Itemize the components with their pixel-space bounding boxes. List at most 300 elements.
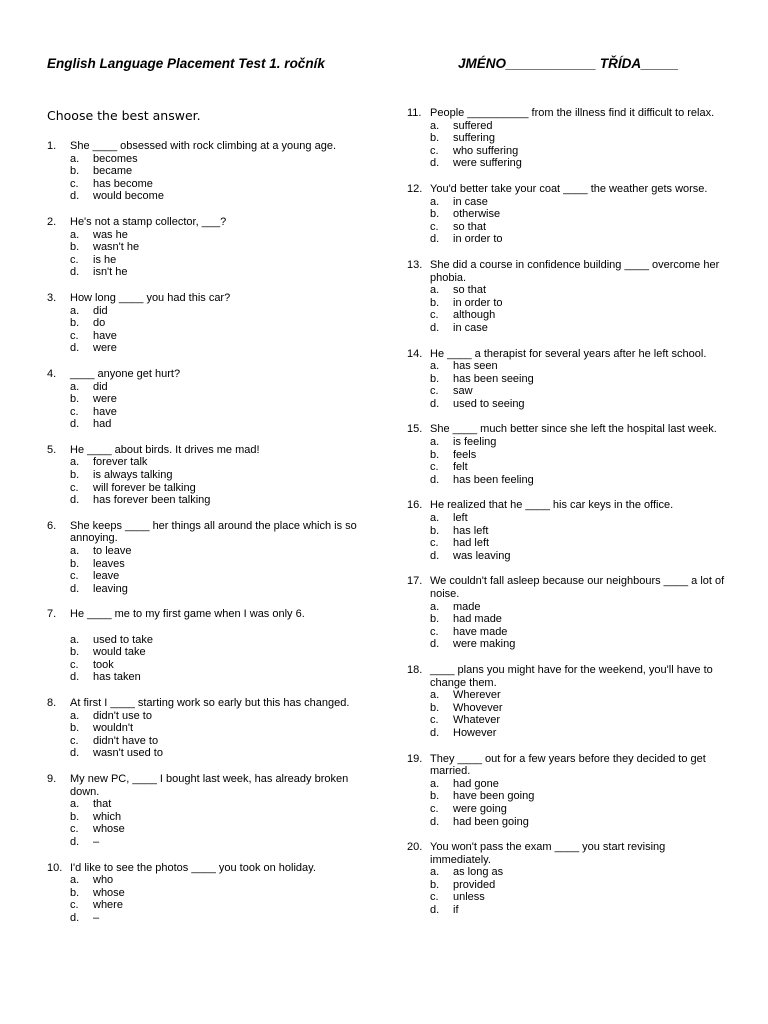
option-text: in order to — [453, 233, 503, 246]
answer-option — [430, 145, 727, 158]
option-text: where — [93, 899, 123, 912]
option-text: so that — [453, 284, 487, 297]
option-text: leaves — [93, 557, 125, 570]
option-letter: c. — [430, 625, 439, 638]
answer-option — [70, 659, 367, 672]
answer-option — [70, 646, 367, 659]
option-letter: a. — [430, 195, 440, 208]
option-letter: a. — [430, 119, 440, 132]
question — [47, 292, 367, 355]
answer-option — [430, 208, 727, 221]
option-letter: c. — [70, 329, 79, 342]
option-text: would take — [93, 646, 146, 659]
question — [47, 140, 367, 203]
answer-option — [70, 570, 367, 583]
answer-option — [70, 798, 367, 811]
option-text: suffered — [453, 119, 493, 132]
answer-option — [70, 418, 367, 431]
answer-option — [70, 406, 367, 419]
question-number: 17. — [407, 575, 423, 588]
question-number: 3. — [47, 291, 57, 304]
answer-option — [70, 558, 367, 571]
answer-option — [70, 874, 367, 887]
question-number: 9. — [47, 772, 57, 785]
question — [407, 499, 727, 562]
option-text: unless — [453, 891, 485, 904]
answer-option — [430, 512, 727, 525]
answer-option — [70, 165, 367, 178]
option-text: have been going — [453, 790, 535, 803]
option-text: wasn't he — [93, 241, 140, 254]
option-text: had made — [453, 613, 502, 626]
question-number: 12. — [407, 182, 423, 195]
option-text: did — [93, 304, 108, 317]
option-text: have — [93, 329, 117, 342]
option-letter: b. — [70, 722, 80, 735]
question — [47, 520, 367, 596]
option-letter: c. — [430, 144, 439, 157]
option-letter: c. — [70, 658, 79, 671]
option-text: have — [93, 405, 117, 418]
option-letter: c. — [70, 481, 79, 494]
question-number: 4. — [47, 367, 57, 380]
option-text: did — [93, 380, 108, 393]
option-text: otherwise — [453, 208, 501, 221]
answer-option — [430, 866, 727, 879]
answer-option — [70, 710, 367, 723]
option-letter: b. — [430, 132, 440, 145]
option-text: used to seeing — [453, 397, 525, 410]
answer-option — [430, 322, 727, 335]
answer-option — [430, 309, 727, 322]
option-letter: a. — [70, 709, 80, 722]
option-text: – — [93, 911, 100, 924]
answer-option — [430, 461, 727, 474]
option-letter: a. — [70, 304, 80, 317]
option-letter: d. — [430, 321, 440, 334]
option-text: will forever be talking — [93, 481, 196, 494]
option-letter: b. — [430, 613, 440, 626]
option-letter: c. — [70, 253, 79, 266]
question-text: He's not a stamp collector, ___? — [70, 215, 227, 228]
option-letter: d. — [70, 747, 80, 760]
option-text: left — [453, 512, 468, 525]
question — [47, 862, 367, 925]
answer-option — [70, 811, 367, 824]
question — [407, 183, 727, 246]
question-number: 1. — [47, 140, 57, 152]
answer-option — [70, 899, 367, 912]
answer-option — [430, 638, 727, 651]
option-letter: b. — [430, 790, 440, 803]
option-letter: a. — [430, 866, 440, 879]
option-text: Whovever — [453, 701, 503, 714]
option-letter: a. — [430, 689, 440, 702]
option-letter: a. — [70, 456, 80, 469]
answer-option — [430, 525, 727, 538]
option-letter: d. — [430, 815, 440, 828]
answer-option — [70, 469, 367, 482]
instruction: Choose the best answer. — [47, 108, 201, 123]
option-text: wouldn't — [93, 722, 134, 735]
option-text: has become — [93, 177, 153, 190]
question-text: People __________ from the illness find it difficult to relax. — [430, 107, 715, 119]
option-letter: c. — [70, 570, 79, 583]
option-text: in case — [453, 321, 488, 334]
question-text: At first I ____ starting work so early but this has changed. — [70, 696, 350, 709]
option-text: saw — [453, 385, 473, 398]
option-text: Wherever — [453, 689, 501, 702]
answer-option — [430, 904, 727, 917]
question-number: 2. — [47, 215, 57, 228]
option-letter: d. — [70, 835, 80, 848]
question-number: 10. — [47, 861, 63, 874]
name-class-fields: JMÉNO____________ TŘÍDA_____ — [458, 56, 679, 71]
option-letter: b. — [430, 208, 440, 221]
answer-option — [70, 836, 367, 849]
answer-option — [430, 221, 727, 234]
question-number: 11. — [407, 107, 422, 119]
question — [47, 773, 367, 849]
question-text: You'd better take your coat ____ the weather gets worse. — [430, 182, 708, 195]
question-text: He realized that he ____ his car keys in the office. — [430, 499, 674, 512]
question — [47, 216, 367, 279]
option-text: isn't he — [93, 266, 128, 279]
option-text: which — [93, 810, 122, 823]
question-text: She keeps ____ her things all around the place which is so annoying. — [70, 519, 357, 545]
option-text: whose — [93, 886, 125, 899]
answer-option — [70, 381, 367, 394]
question — [407, 423, 727, 486]
option-text: took — [93, 658, 114, 671]
option-text: although — [453, 309, 496, 322]
option-text: had — [93, 418, 112, 431]
option-text: is always talking — [93, 469, 173, 482]
answer-option — [70, 330, 367, 343]
option-letter: c. — [70, 177, 79, 190]
answer-option — [70, 912, 367, 925]
option-letter: b. — [70, 165, 80, 178]
option-text: leaving — [93, 582, 128, 595]
question — [407, 107, 727, 170]
answer-option — [70, 229, 367, 242]
option-letter: d. — [430, 638, 440, 651]
answer-option — [70, 671, 367, 684]
answer-option — [70, 887, 367, 900]
question-number: 6. — [47, 519, 57, 532]
option-letter: b. — [70, 317, 80, 330]
option-text: that — [93, 798, 112, 811]
answer-option — [70, 317, 367, 330]
option-letter: a. — [430, 436, 440, 449]
question-number: 14. — [407, 347, 423, 360]
question-text: She ____ much better since she left the hospital last week. — [430, 423, 717, 436]
option-text: provided — [453, 878, 496, 891]
option-text: were making — [453, 638, 516, 651]
answer-option — [430, 360, 727, 373]
answer-option — [70, 545, 367, 558]
question-number: 20. — [407, 841, 423, 854]
question-text: How long ____ you had this car? — [70, 291, 231, 304]
option-letter: a. — [70, 380, 80, 393]
option-letter: c. — [430, 891, 439, 904]
option-text: – — [93, 835, 100, 848]
spacer — [70, 621, 367, 634]
option-letter: a. — [70, 152, 80, 165]
option-text: were — [93, 342, 117, 355]
option-letter: d. — [70, 266, 80, 279]
answer-option — [430, 727, 727, 740]
option-text: became — [93, 165, 133, 178]
question-text: My new PC, ____ I bought last week, has already broken down. — [70, 772, 349, 798]
option-letter: d. — [70, 418, 80, 431]
option-text: who suffering — [453, 144, 519, 157]
left-column — [47, 140, 367, 937]
question-text: She did a course in confidence building ____ overcome her phobia. — [430, 258, 720, 284]
option-text: has been seeing — [453, 372, 534, 385]
answer-option — [430, 790, 727, 803]
question-number: 13. — [407, 258, 423, 271]
answer-option — [430, 284, 727, 297]
answer-option — [70, 722, 367, 735]
question-text: I'd like to see the photos ____ you took on holiday. — [70, 861, 316, 874]
option-letter: d. — [430, 726, 440, 739]
answer-option — [430, 132, 727, 145]
answer-option — [430, 891, 727, 904]
option-text: if — [453, 904, 459, 917]
option-letter: a. — [70, 874, 80, 887]
answer-option — [430, 613, 727, 626]
option-letter: c. — [430, 385, 439, 398]
option-text: would become — [93, 190, 164, 203]
question-text: We couldn't fall asleep because our neighbours ____ a lot of noise. — [430, 575, 725, 600]
option-letter: b. — [430, 524, 440, 537]
option-letter: d. — [430, 473, 440, 486]
question-text: They ____ out for a few years before they decided to get married. — [430, 752, 706, 778]
option-text: has left — [453, 524, 489, 537]
answer-option — [430, 601, 727, 614]
option-text: has forever been talking — [93, 494, 211, 507]
question-text: He ____ about birds. It drives me mad! — [70, 443, 260, 456]
option-text: as long as — [453, 866, 504, 879]
option-text: used to take — [93, 633, 153, 646]
option-letter: a. — [430, 512, 440, 525]
option-text: However — [453, 726, 497, 739]
answer-option — [430, 474, 727, 487]
option-letter: b. — [70, 241, 80, 254]
question — [47, 697, 367, 760]
question-text: She ____ obsessed with rock climbing at a young age. — [70, 140, 336, 152]
answer-option — [70, 583, 367, 596]
question-text: ____ plans you might have for the weekend, you'll have to change them. — [430, 663, 713, 689]
answer-option — [70, 178, 367, 191]
option-letter: c. — [70, 734, 79, 747]
option-text: made — [453, 600, 481, 613]
option-letter: b. — [430, 372, 440, 385]
option-text: to leave — [93, 545, 132, 558]
answer-option — [430, 120, 727, 133]
option-letter: d. — [430, 904, 440, 917]
question-number: 19. — [407, 752, 423, 765]
question-text: You won't pass the exam ____ you start revising immediately. — [430, 841, 666, 866]
option-letter: d. — [430, 233, 440, 246]
option-text: suffering — [453, 132, 495, 145]
option-text: who — [93, 874, 114, 887]
option-letter: a. — [430, 360, 440, 373]
answer-option — [70, 482, 367, 495]
option-letter: c. — [430, 537, 439, 550]
option-text: was he — [93, 228, 128, 241]
option-letter: d. — [70, 911, 80, 924]
option-letter: a. — [70, 228, 80, 241]
option-letter: d. — [70, 342, 80, 355]
option-text: has taken — [93, 671, 141, 684]
option-text: has seen — [453, 360, 498, 373]
question — [407, 753, 727, 829]
option-letter: b. — [70, 646, 80, 659]
answer-option — [430, 449, 727, 462]
option-letter: b. — [70, 886, 80, 899]
option-letter: b. — [70, 557, 80, 570]
option-text: feels — [453, 448, 477, 461]
answer-option — [430, 385, 727, 398]
option-letter: a. — [430, 600, 440, 613]
question — [47, 608, 367, 684]
option-letter: a. — [70, 633, 80, 646]
answer-option — [430, 373, 727, 386]
question — [47, 444, 367, 507]
answer-option — [430, 398, 727, 411]
option-letter: b. — [430, 448, 440, 461]
option-letter: c. — [70, 899, 79, 912]
test-title: English Language Placement Test 1. ročník — [47, 56, 325, 71]
answer-option — [430, 879, 727, 892]
answer-option — [430, 436, 727, 449]
option-text: in case — [453, 195, 488, 208]
option-letter: d. — [430, 549, 440, 562]
question-number: 5. — [47, 443, 57, 456]
answer-option — [70, 393, 367, 406]
answer-option — [430, 157, 727, 170]
option-text: so that — [453, 220, 487, 233]
option-text: were suffering — [453, 157, 522, 170]
option-text: leave — [93, 570, 120, 583]
answer-option — [70, 305, 367, 318]
option-text: had gone — [453, 777, 499, 790]
option-text: wasn't used to — [93, 747, 163, 760]
option-letter: c. — [430, 461, 439, 474]
option-letter: c. — [430, 309, 439, 322]
right-column — [407, 107, 727, 930]
option-text: were — [93, 393, 117, 406]
question — [407, 841, 727, 917]
option-text: is he — [93, 253, 117, 266]
answer-option — [70, 456, 367, 469]
question — [407, 575, 727, 651]
option-text: had left — [453, 537, 490, 550]
option-text: is feeling — [453, 436, 497, 449]
option-text: were going — [453, 802, 507, 815]
answer-option — [70, 735, 367, 748]
question — [47, 368, 367, 431]
answer-option — [70, 823, 367, 836]
option-letter: b. — [430, 878, 440, 891]
question-number: 8. — [47, 696, 57, 709]
answer-option — [430, 233, 727, 246]
answer-option — [70, 190, 367, 203]
question-number: 16. — [407, 499, 423, 512]
option-letter: c. — [70, 405, 79, 418]
answer-option — [430, 537, 727, 550]
question-text: He ____ me to my first game when I was only 6. — [70, 608, 305, 621]
option-text: didn't use to — [93, 709, 152, 722]
option-letter: d. — [70, 582, 80, 595]
answer-option — [430, 702, 727, 715]
answer-option — [70, 342, 367, 355]
answer-option — [430, 816, 727, 829]
question-text: He ____ a therapist for several years after he left school. — [430, 347, 707, 360]
option-letter: a. — [430, 777, 440, 790]
answer-option — [70, 747, 367, 760]
option-text: didn't have to — [93, 734, 159, 747]
option-letter: b. — [70, 469, 80, 482]
answer-option — [70, 494, 367, 507]
option-letter: c. — [430, 802, 439, 815]
answer-option — [430, 803, 727, 816]
option-letter: c. — [430, 220, 439, 233]
answer-option — [430, 196, 727, 209]
answer-option — [70, 254, 367, 267]
answer-option — [70, 266, 367, 279]
answer-option — [430, 778, 727, 791]
option-text: whose — [93, 823, 125, 836]
option-letter: a. — [70, 798, 80, 811]
question-number: 18. — [407, 663, 423, 676]
option-text: had been going — [453, 815, 529, 828]
option-text: do — [93, 317, 106, 330]
option-text: have made — [453, 625, 508, 638]
question — [407, 259, 727, 335]
answer-option — [430, 689, 727, 702]
option-text: Whatever — [453, 714, 501, 727]
option-letter: d. — [70, 494, 80, 507]
option-text: in order to — [453, 296, 503, 309]
option-text: forever talk — [93, 456, 148, 469]
option-letter: d. — [430, 157, 440, 170]
option-letter: b. — [70, 393, 80, 406]
option-letter: b. — [430, 296, 440, 309]
option-letter: c. — [70, 823, 79, 836]
option-text: becomes — [93, 152, 138, 165]
answer-option — [430, 550, 727, 563]
option-letter: a. — [70, 545, 80, 558]
question — [407, 348, 727, 411]
question-number: 15. — [407, 423, 423, 436]
option-letter: d. — [70, 190, 80, 203]
option-letter: b. — [430, 701, 440, 714]
option-text: felt — [453, 461, 468, 474]
answer-option — [70, 634, 367, 647]
answer-option — [430, 297, 727, 310]
question-number: 7. — [47, 608, 57, 621]
answer-option — [430, 626, 727, 639]
option-letter: a. — [430, 284, 440, 297]
question-text: ____ anyone get hurt? — [70, 367, 181, 380]
option-text: has been feeling — [453, 473, 534, 486]
option-letter: b. — [70, 810, 80, 823]
option-text: was leaving — [453, 549, 511, 562]
answer-option — [70, 241, 367, 254]
